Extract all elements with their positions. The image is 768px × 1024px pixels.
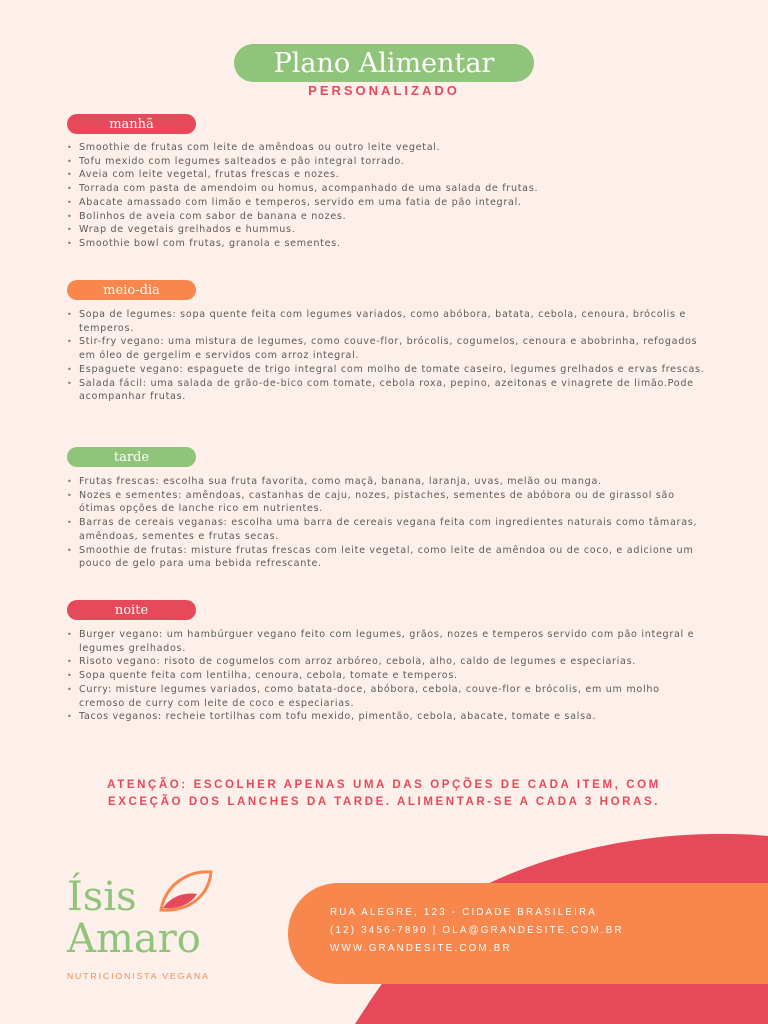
- section-label-noite: noite: [67, 600, 196, 620]
- contact-website[interactable]: WWW.GRANDESITE.COM.BR: [330, 943, 512, 954]
- section-label-tarde: tarde: [67, 447, 196, 467]
- list-item: • Sopa de legumes: sopa quente feita com legumes variados, como abóbora, batata, cebola, cenoura, brócolis e temperos.: [79, 308, 709, 335]
- list-item: • Burger vegano: um hambúrguer vegano feito com legumes, grãos, nozes e temperos servido com pão integral e legumes grelhados.: [79, 628, 709, 655]
- warning-line: ATENÇÃO: ESCOLHER APENAS UMA DAS OPÇÕES DE CADA ITEM, COM: [107, 779, 661, 791]
- list-item: • Wrap de vegetais grelhados e hummus.: [79, 223, 709, 237]
- list-item: • Sopa quente feita com lentilha, cenoura, cebola, tomate e temperos.: [79, 669, 709, 683]
- list-item: • Espaguete vegano: espaguete de trigo integral com molho de tomate caseiro, legumes grelhados e ervas frescas.: [79, 363, 709, 377]
- page-subtitle: PERSONALIZADO: [308, 83, 460, 98]
- list-item: • Nozes e sementes: amêndoas, castanhas de caju, nozes, pistaches, sementes de abóbora ou de girassol são ótimas opções de lanche rico em nutrientes.: [79, 489, 709, 516]
- list-item: • Stir-fry vegano: uma mistura de legumes, como couve-flor, brócolis, cogumelos, cenoura e abobrinha, refogados em óleo de gergelim e servidos com arroz integral.: [79, 335, 709, 362]
- contact-phone-email[interactable]: (12) 3456-7890 | OLA@GRANDESITE.COM.BR: [330, 925, 624, 936]
- contact-info: [330, 904, 624, 958]
- list-item: • Tacos veganos: recheie tortilhas com tofu mexido, pimentão, cebola, abacate, tomate e salsa.: [79, 710, 709, 724]
- list-item: • Curry: misture legumes variados, como batata-doce, abóbora, cebola, couve-flor e brócolis, em um molho cremoso de curry com leite de coco e especiarias.: [79, 683, 709, 710]
- contact-address: RUA ALEGRE, 123 - CIDADE BRASILEIRA: [330, 907, 598, 918]
- list-item: • Smoothie de frutas: misture frutas frescas com leite vegetal, como leite de amêndoa ou de coco, e adicione um pouco de gelo para uma bebida refrescante.: [79, 544, 709, 571]
- list-item: • Salada fácil: uma salada de grão-de-bico com tomate, cebola roxa, pepino, azeitonas e vinagrete de limão.Pode acompanhar frutas.: [79, 377, 709, 404]
- warning-note: [60, 777, 708, 811]
- list-item: • Smoothie de frutas com leite de amêndoas ou outro leite vegetal.: [79, 141, 709, 155]
- list-item: • Bolinhos de aveia com sabor de banana e nozes.: [79, 210, 709, 224]
- section-label-meio-dia: meio-dia: [67, 280, 196, 300]
- list-item: • Barras de cereais veganas: escolha uma barra de cereais vegana feita com ingredientes naturais como tâmaras, amêndoas, sementes e frutas secas.: [79, 516, 709, 543]
- page-title: Plano Alimentar: [234, 44, 534, 82]
- list-item: • Frutas frescas: escolha sua fruta favorita, como maçã, banana, laranja, uvas, melão ou manga.: [79, 475, 709, 489]
- list-item: • Aveia com leite vegetal, frutas frescas e nozes.: [79, 168, 709, 182]
- tarde-list: [67, 475, 709, 571]
- brand-last-name: Amaro: [67, 916, 201, 962]
- noite-list: [67, 628, 709, 724]
- list-item: • Torrada com pasta de amendoim ou homus, acompanhado de uma salada de frutas.: [79, 182, 709, 196]
- leaf-icon: [157, 866, 215, 916]
- manha-list: [67, 141, 709, 251]
- list-item: • Smoothie bowl com frutas, granola e sementes.: [79, 237, 709, 251]
- warning-line: EXCEÇÃO DOS LANCHES DA TARDE. ALIMENTAR-SE A CADA 3 HORAS.: [107, 796, 661, 808]
- brand-tagline: NUTRICIONISTA VEGANA: [67, 971, 210, 981]
- section-label-manha: manhã: [67, 114, 196, 134]
- list-item: • Tofu mexido com legumes salteados e pão integral torrado.: [79, 155, 709, 169]
- meio-dia-list: [67, 308, 709, 404]
- brand-first-name: Ísis: [67, 874, 137, 920]
- list-item: • Abacate amassado com limão e temperos, servido em uma fatia de pão integral.: [79, 196, 709, 210]
- list-item: • Risoto vegano: risoto de cogumelos com arroz arbóreo, cebola, alho, caldo de legumes e especiarias.: [79, 655, 709, 669]
